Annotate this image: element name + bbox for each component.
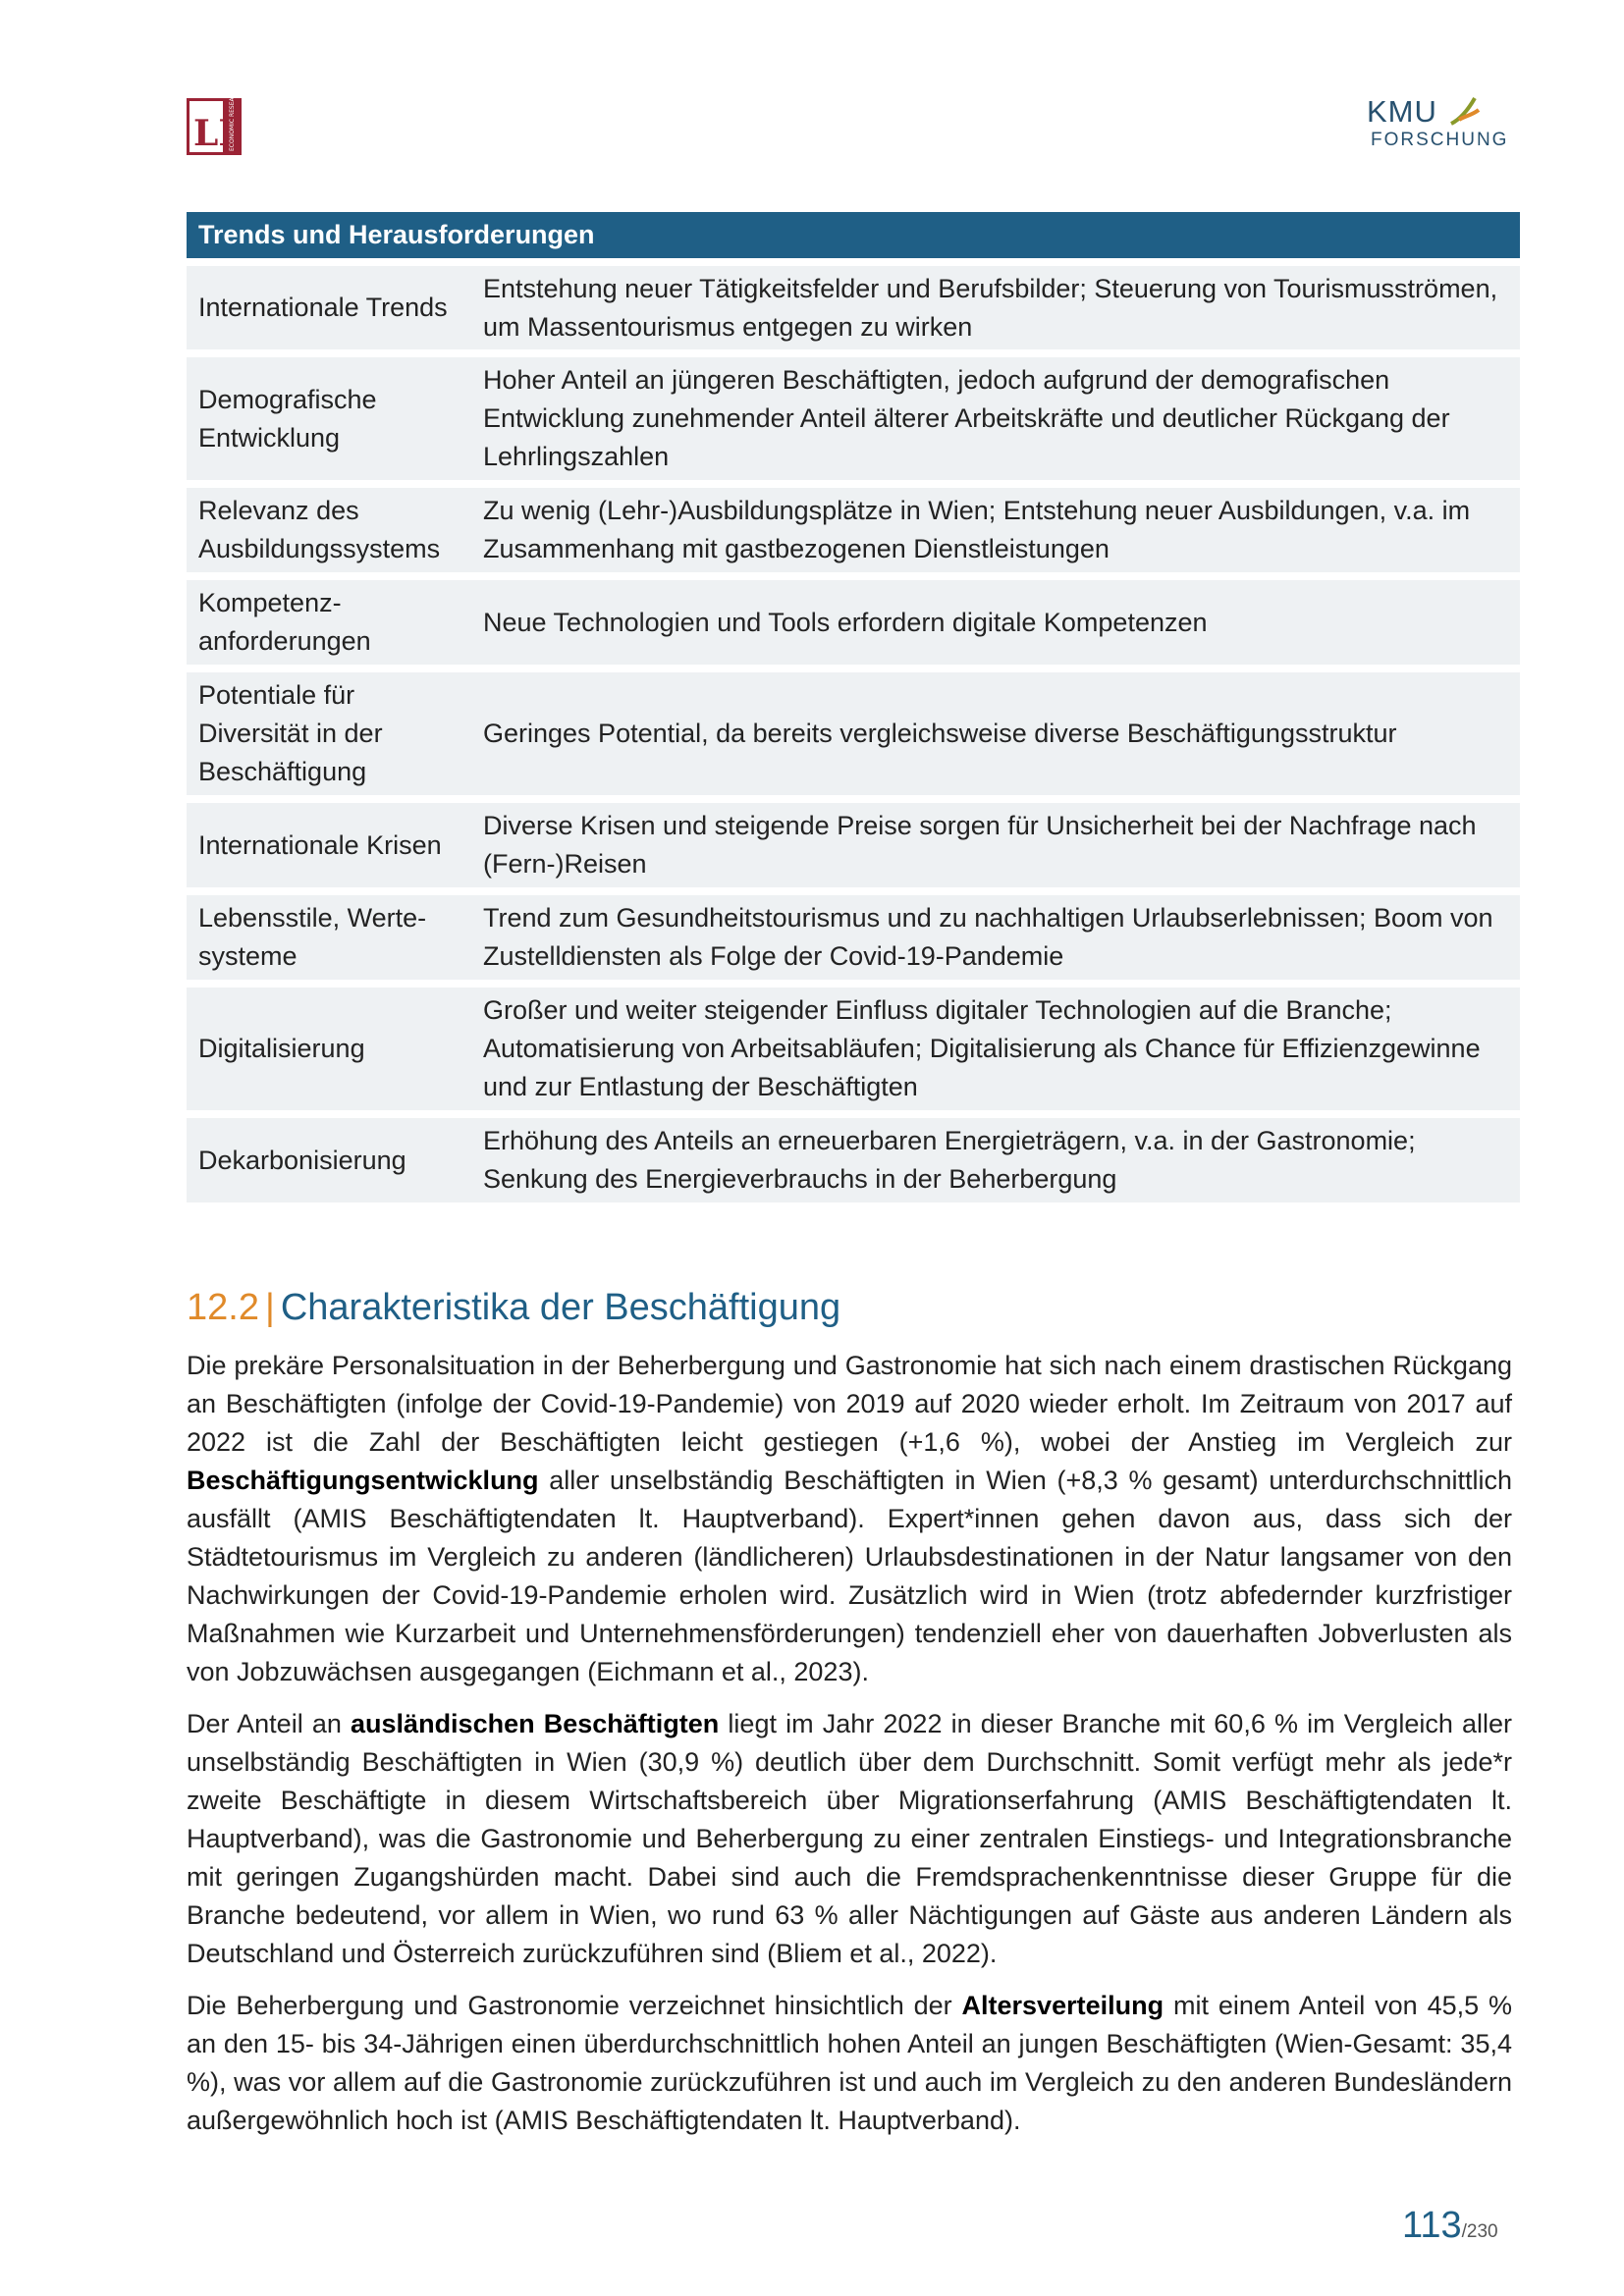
row-key: Internationale Trends [187,266,473,349]
row-value: Erhöhung des Anteils an erneuerbaren Energieträgern, v.a. in der Gastronomie; Senkung des Energieverbrauchs in der Beherbergung [473,1118,1520,1202]
trends-table-header: Trends und Herausforderungen [187,212,1520,258]
row-key: Demografische Entwicklung [187,357,473,480]
paragraph-3 [187,1987,1512,2140]
paragraph-emphasis: Altersverteilung [961,1991,1164,2020]
table-row [187,266,1520,349]
row-key: Kompetenz-anforderungen [187,580,473,665]
paragraph-text: mit einem Anteil von 45,5 % an den 15- bis 34-Jährigen einen überdurchschnittlich hohen Anteil an jungen Beschäftigten (Wien-Gesamt: 35,4 %), was vor allem auf die Gastronomie zurückzuführen ist und auch im Vergleich zu den anderen Bundesländern außergewöhnlich hoch ist (AMIS Beschäftigtendaten lt. Hauptverband). [187,1991,1512,2135]
table-row [187,672,1520,795]
forschung-text: FORSCHUNG [1371,130,1509,150]
page-number [1402,2205,1498,2247]
table-row [187,580,1520,665]
paragraph-2 [187,1705,1512,1973]
paragraph-text: liegt im Jahr 2022 in dieser Branche mit 60,6 % im Vergleich aller unselbständig Beschäftigten in Wien (30,9 %) deutlich über dem Durchschnitt. Somit verfügt mehr als jede*r zweite Beschäftigte in diesem Wirtschaftsbereich über Migrationserfahrung (AMIS Beschäftigtendaten lt. Hauptverband), was die Gastronomie und Beherbergung zu einer zentralen Einstiegs- und Integrationsbranche mit geringen Zugangshürden macht. Dabei sind auch die Fremdsprachenkenntnisse dieser Gruppe für die Branche bedeutend, vor allem in Wien, wo rund 63 % aller Nächtigungen auf Gäste aus anderen Ländern als Deutschland und Österreich zurückzuführen sind (Bliem et al., 2022). [187,1709,1513,1968]
row-key: Potentiale für Diversität in der Beschäftigung [187,672,473,795]
row-value: Hoher Anteil an jüngeren Beschäftigten, jedoch aufgrund der demografischen Entwicklung zunehmender Anteil älterer Arbeitskräfte und deutlicher Rückgang der Lehrlingszahlen [473,357,1520,480]
table-row [187,895,1520,980]
lr-logo-text: LR [193,113,242,154]
page-total: /230 [1461,2221,1498,2242]
row-value: Diverse Krisen und steigende Preise sorgen für Unsicherheit bei der Nachfrage nach (Fern-)Reisen [473,803,1520,887]
trends-table [187,204,1520,1210]
row-value: Entstehung neuer Tätigkeitsfelder und Berufsbilder; Steuerung von Tourismusströmen, um Massentourismus entgegen zu wirken [473,266,1520,349]
section-separator: | [264,1287,275,1328]
row-value: Zu wenig (Lehr-)Ausbildungsplätze in Wien; Entstehung neuer Ausbildungen, v.a. im Zusammenhang mit gastbezogenen Dienstleistungen [473,488,1520,572]
row-value: Neue Technologien und Tools erfordern digitale Kompetenzen [473,580,1520,665]
row-key: Relevanz des Ausbildungssystems [187,488,473,572]
section-heading [187,1284,840,1331]
row-value: Großer und weiter steigender Einfluss digitaler Technologien auf die Branche; Automatisierung von Arbeitsabläufen; Digitalisierung als Chance für Effizienzgewinne und zur Entlastung der Beschäftigten [473,988,1520,1110]
table-row [187,803,1520,887]
row-key: Dekarbonisierung [187,1118,473,1202]
paragraph-text: aller unselbständig Beschäftigten in Wien (+8,3 % gesamt) unterdurchschnittlich ausfällt (AMIS Beschäftigtendaten lt. Hauptverband). Expert*innen gehen davon aus, dass sich der Städtetourismus im Vergleich zu anderen (ländlicheren) Urlaubsdestinationen in der Natur langsamer von den Nachwirkungen der Covid-19-Pandemie erholen wird. Zusätzlich wird in Wien (trotz abfedernder kurzfristiger Maßnahmen wie Kurzarbeit und Unternehmensförderungen) tendenziell eher von dauerhaften Jobverlusten als von Jobzuwächsen ausgegangen (Eichmann et al., 2023). [187,1466,1512,1686]
kmu-text: KMU [1367,94,1437,129]
section-number: 12.2 [187,1287,259,1328]
row-key: Digitalisierung [187,988,473,1110]
paragraph-text: Die prekäre Personalsituation in der Beherbergung und Gastronomie hat sich nach einem drastischen Rückgang an Beschäftigten (infolge der Covid-19-Pandemie) von 2019 auf 2020 wieder erholt. Im Zeitraum von 2017 auf 2022 ist die Zahl der Beschäftigten leicht gestiegen (+1,6 %), wobei der Anstieg im Vergleich zur [187,1351,1512,1457]
row-value: Geringes Potential, da bereits vergleichsweise diverse Beschäftigungsstruktur [473,672,1520,795]
kmu-forschung-logo [1367,94,1509,155]
paragraph-1 [187,1347,1512,1691]
paragraph-emphasis: ausländischen Beschäftigten [351,1709,720,1738]
table-row [187,488,1520,572]
body-text [187,1347,1512,2154]
table-row [187,1118,1520,1202]
leaf-icon [1445,94,1485,130]
lr-logo-icon [187,98,242,155]
paragraph-text: Der Anteil an [187,1709,352,1738]
lr-logo-sub: ECONOMIC RESEARCH [229,98,236,151]
row-value: Trend zum Gesundheitstourismus und zu nachhaltigen Urlaubserlebnissen; Boom von Zustelldiensten als Folge der Covid-19-Pandemie [473,895,1520,980]
lr-logo [187,98,242,155]
row-key: Lebensstile, Werte-systeme [187,895,473,980]
paragraph-text: Die Beherbergung und Gastronomie verzeichnet hinsichtlich der [187,1991,962,2020]
section-title: Charakteristika der Beschäftigung [280,1287,841,1328]
page-current: 113 [1402,2205,1462,2246]
table-row [187,988,1520,1110]
row-key: Internationale Krisen [187,803,473,887]
paragraph-emphasis: Beschäftigungsentwicklung [187,1466,539,1495]
table-row [187,357,1520,480]
